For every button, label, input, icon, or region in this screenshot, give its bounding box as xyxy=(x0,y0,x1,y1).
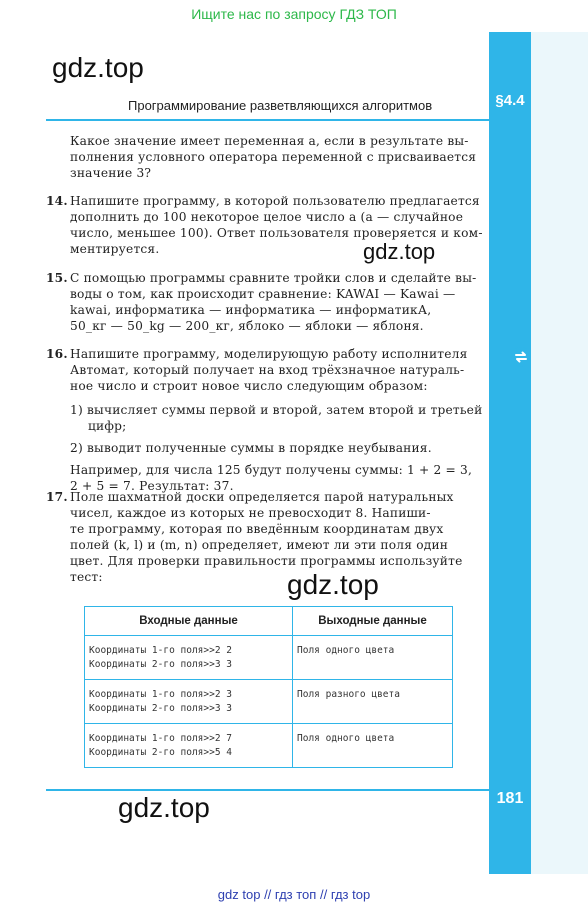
header-rule xyxy=(46,119,489,121)
text-line: воды о том, как происходит сравнение: KAWAI — Kawai — xyxy=(70,287,456,301)
example-line: 2 + 5 = 7. Результат: 37. xyxy=(70,479,234,493)
watermark: gdz.top xyxy=(52,52,144,83)
input-line: Координаты 1-го поля>>2 3 xyxy=(89,689,232,700)
text-line: тест: xyxy=(70,570,103,584)
link-separator: // xyxy=(264,887,272,902)
task-17 xyxy=(46,489,462,585)
text-line: Напишите программу, в которой пользователю предлагается xyxy=(70,194,480,208)
link-separator: // xyxy=(319,887,328,902)
bottom-link[interactable]: гдз топ xyxy=(274,887,317,902)
input-cell xyxy=(85,724,293,768)
task-number: 16. xyxy=(46,347,68,361)
watermark: gdz.top xyxy=(287,569,379,600)
watermark: gdz.top xyxy=(363,239,436,264)
page-header-title: Программирование разветвляющихся алгоритмов xyxy=(128,98,433,113)
task-number: 14. xyxy=(46,194,68,208)
list-item-continuation: цифр; xyxy=(88,419,127,433)
text-line: Напишите программу, моделирующую работу исполнителя xyxy=(70,347,468,361)
text-line: полнения условного оператора переменной c присваивается xyxy=(70,150,477,164)
input-line: Координаты 1-го поля>>2 7 xyxy=(89,733,232,744)
text-line: число, меньшее 100). Ответ пользователя проверяется и ком- xyxy=(70,226,483,240)
task-16 xyxy=(46,346,482,494)
input-cell xyxy=(85,636,293,680)
bottom-link[interactable]: gdz top xyxy=(217,887,261,902)
example-line: Например, для числа 125 будут получены суммы: 1 + 2 = 3, xyxy=(70,463,473,477)
text-line: значение 3? xyxy=(70,166,152,180)
input-line: Координаты 1-го поля>>2 2 xyxy=(89,645,232,656)
bottom-link[interactable]: гдз top xyxy=(330,887,371,902)
input-line: Координаты 2-го поля>>3 3 xyxy=(89,659,232,670)
text-line: полей (k, l) и (m, n) определяет, имеют ли эти поля один xyxy=(70,538,449,552)
column-header: Выходные данные xyxy=(293,607,453,636)
page-number: 181 xyxy=(496,790,524,807)
output-cell: Поля одного цвета xyxy=(293,636,453,680)
watermark: gdz.top xyxy=(118,792,210,823)
text-line: Какое значение имеет переменная a, если в результате вы- xyxy=(70,134,469,148)
text-line: Поле шахматной доски определяется парой натуральных xyxy=(70,490,454,504)
section-color-bar xyxy=(489,32,531,874)
test-table xyxy=(84,606,453,768)
text-line: те программу, которая по введённым координатам двух xyxy=(70,522,444,536)
text-line: 50_кг — 50_kg — 200_кг, яблоко — яблоки — яблоня. xyxy=(70,319,424,333)
input-line: Координаты 2-го поля>>5 4 xyxy=(89,747,232,758)
text-line: С помощью программы сравните тройки слов и сделайте вы- xyxy=(70,271,477,285)
text-line: ментируется. xyxy=(70,242,160,256)
text-line: Автомат, который получает на вход трёхзначное натураль- xyxy=(70,363,465,377)
task-number: 17. xyxy=(46,490,68,504)
right-margin-strip xyxy=(531,32,588,874)
text-line: kawai, информатика — информатика — информатикА, xyxy=(70,303,432,317)
bottom-links xyxy=(0,887,588,902)
text-line: ное число и строит новое число следующим образом: xyxy=(70,379,428,393)
input-line: Координаты 2-го поля>>3 3 xyxy=(89,703,232,714)
intro-paragraph xyxy=(70,133,476,181)
text-line: цвет. Для проверки правильности программы используйте xyxy=(70,554,463,568)
task-15 xyxy=(46,270,476,334)
table-row xyxy=(85,636,453,680)
text-line: чисел, каждое из которых не превосходит 8. Напиши- xyxy=(70,506,431,520)
top-banner[interactable]: Ищите нас по запросу ГДЗ ТОП xyxy=(191,6,397,22)
output-cell: Поля разного цвета xyxy=(293,680,453,724)
table-row xyxy=(85,680,453,724)
input-cell xyxy=(85,680,293,724)
swap-arrows-icon xyxy=(511,347,531,367)
list-item: 2) выводит полученные суммы в порядке неубывания. xyxy=(70,441,432,455)
task-number: 15. xyxy=(46,271,68,285)
output-cell: Поля одного цвета xyxy=(293,724,453,768)
table-row xyxy=(85,724,453,768)
text-line: дополнить до 100 некоторое целое число a (a — случайное xyxy=(70,210,464,224)
section-number: §4.4 xyxy=(495,92,525,109)
list-item: 1) вычисляет суммы первой и второй, затем второй и третьей xyxy=(70,403,483,417)
footer-rule xyxy=(46,789,489,791)
column-header: Входные данные xyxy=(85,607,293,636)
